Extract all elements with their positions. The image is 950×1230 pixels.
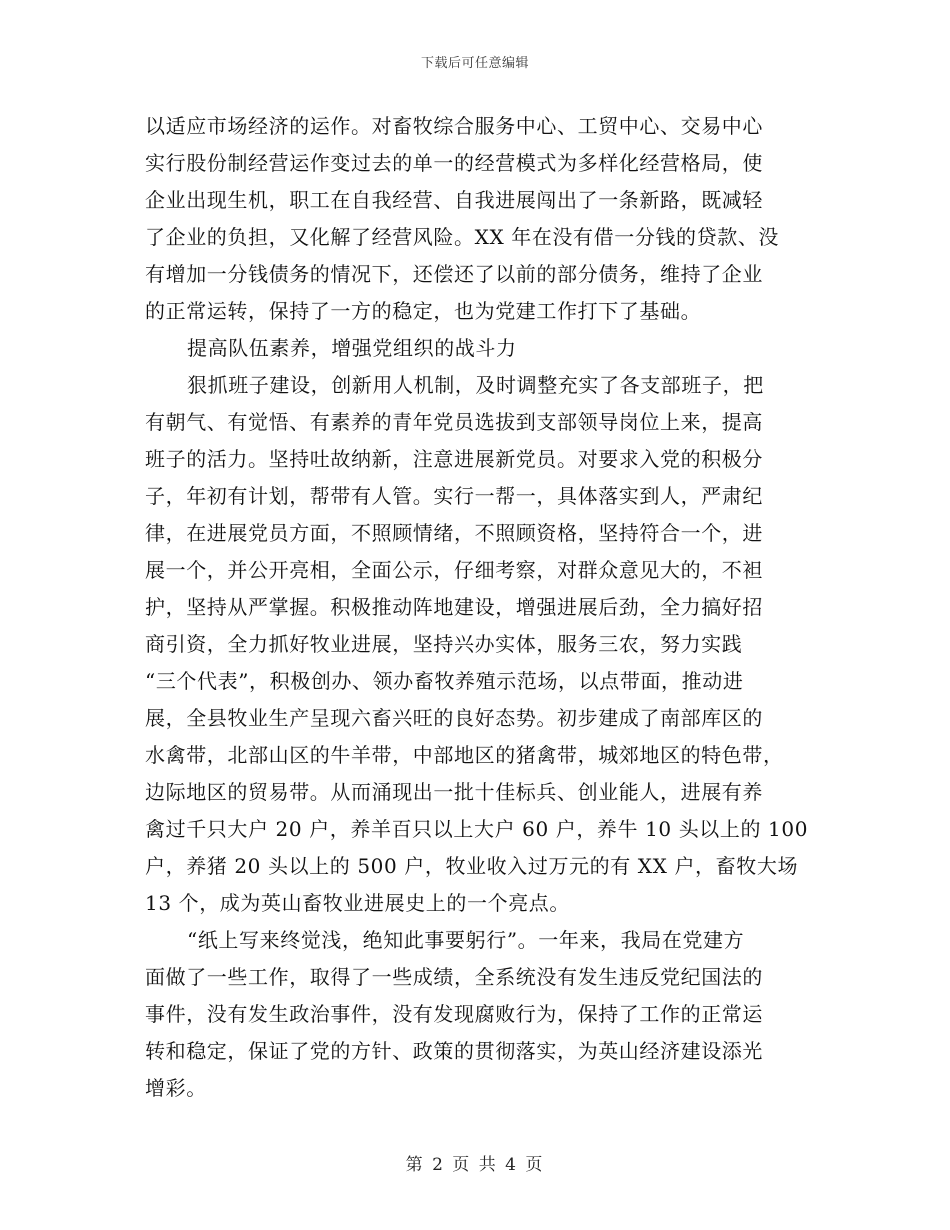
text-line: 展一个，并公开亮相，全面公示，仔细考察，对群众意见大的，不袒	[145, 558, 763, 582]
text-line: 事件，没有发生政治事件，没有发现腐败行为，保持了工作的正常运	[145, 1002, 763, 1026]
text-line: 水禽带，北部山区的牛羊带，中部地区的猪禽带，城郊地区的特色带，	[145, 743, 784, 767]
text-line: 转和稳定，保证了党的方针、政策的贯彻落实，为英山经济建设添光	[145, 1039, 763, 1063]
page-header-note: 下载后可任意编辑	[420, 56, 529, 71]
text-line: “纸上写来终觉浅，绝知此事要躬行”。一年来，我局在党建方	[187, 928, 745, 952]
page-number: 第 2 页 共 4 页	[405, 1155, 545, 1175]
text-line: 商引资，全力抓好牧业进展，坚持兴办实体，服务三农，努力实践	[145, 632, 743, 656]
document-body	[145, 108, 809, 1107]
text-line: 禽过千只大户 20 户，养羊百只以上大户 60 户，养牛 10 头以上的 100	[145, 817, 809, 841]
text-line: 展，全县牧业生产呈现六畜兴旺的良好态势。初步建成了南部库区的	[145, 706, 763, 730]
text-line: 边际地区的贸易带。从而涌现出一批十佳标兵、创业能人，进展有养	[145, 780, 763, 804]
text-line: 13 个，成为英山畜牧业进展史上的一个亮点。	[145, 891, 571, 915]
text-line: 企业出现生机，职工在自我经营、自我进展闯出了一条新路，既减轻	[145, 188, 763, 212]
text-line: 子，年初有计划，帮带有人管。实行一帮一，具体落实到人，严肃纪	[145, 484, 763, 508]
heading-line: 提高队伍素养，增强党组织的战斗力	[187, 336, 517, 360]
text-line: 护，坚持从严掌握。积极推动阵地建设，增强进展后劲，全力搞好招	[145, 595, 763, 619]
paragraph-1	[145, 108, 805, 330]
text-line: 有增加一分钱债务的情况下，还偿还了以前的部分债务，维持了企业	[145, 262, 763, 286]
text-line: “三个代表”，积极创办、领办畜牧养殖示范场，以点带面，推动进	[145, 669, 744, 693]
text-line: 户，养猪 20 头以上的 500 户，牧业收入过万元的有 XX 户，畜牧大场	[145, 854, 799, 878]
text-line: 面做了一些工作，取得了一些成绩，全系统没有发生违反党纪国法的	[145, 965, 763, 989]
text-line: 班子的活力。坚持吐故纳新，注意进展新党员。对要求入党的积极分	[145, 447, 763, 471]
text-line: 以适应市场经济的运作。对畜牧综合服务中心、工贸中心、交易中心	[145, 114, 763, 138]
text-line: 实行股份制经营运作变过去的单一的经营模式为多样化经营格局，使	[145, 151, 763, 175]
paragraph-3	[145, 922, 805, 1107]
section-heading	[145, 330, 805, 367]
text-line: 的正常运转，保持了一方的稳定，也为党建工作打下了基础。	[145, 299, 702, 323]
text-line: 有朝气、有觉悟、有素养的青年党员选拔到支部领导岗位上来，提高	[145, 410, 763, 434]
text-line: 狠抓班子建设，创新用人机制，及时调整充实了各支部班子，把	[187, 373, 764, 397]
text-line: 了企业的负担，又化解了经营风险。XX 年在没有借一分钱的贷款、没	[145, 225, 780, 249]
text-line: 律，在进展党员方面，不照顾情绪，不照顾资格，坚持符合一个，进	[145, 521, 763, 545]
text-line: 增彩。	[145, 1076, 207, 1100]
paragraph-2	[145, 367, 809, 922]
